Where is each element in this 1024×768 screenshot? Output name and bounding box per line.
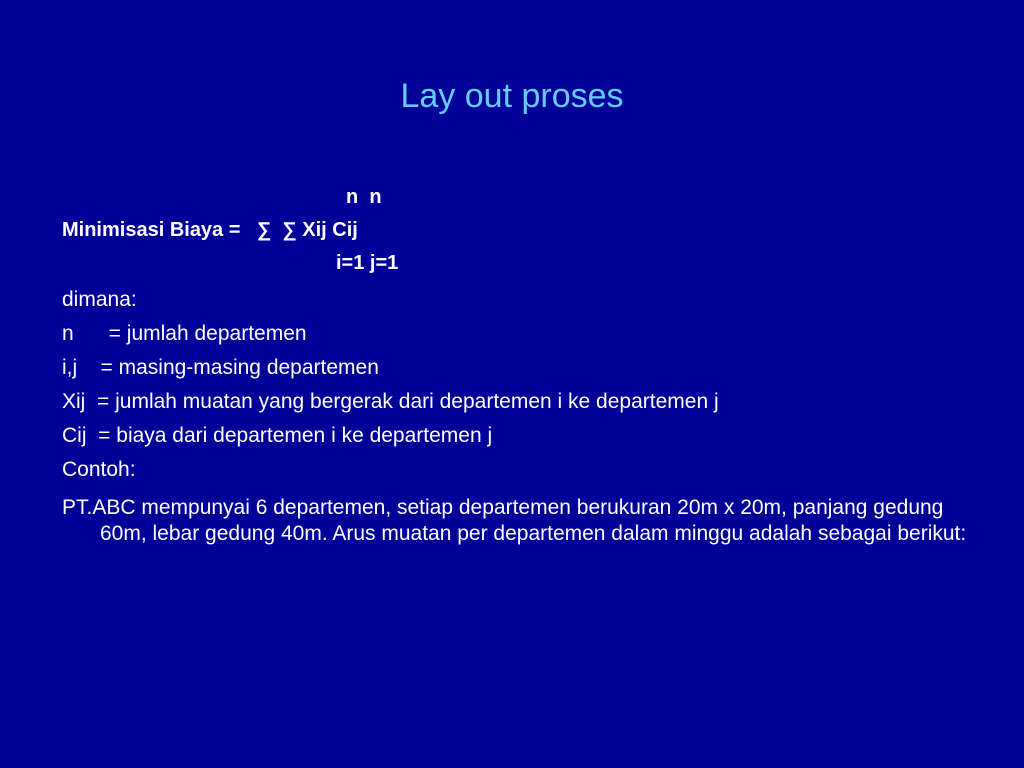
formula-main: Minimisasi Biaya = ∑ ∑ Xij Cij bbox=[62, 219, 358, 241]
text-line-dimana: dimana: bbox=[62, 288, 137, 311]
formula-lower-limits: i=1 j=1 bbox=[336, 252, 399, 274]
formula-upper-limits: n n bbox=[346, 186, 382, 208]
text-line-xij-definition: Xij = jumlah muatan yang bergerak dari departemen i ke departemen j bbox=[62, 390, 719, 413]
text-line-cij-definition: Cij = biaya dari departemen i ke departemen j bbox=[62, 424, 493, 447]
body-text bbox=[62, 283, 972, 547]
example-paragraph: PT.ABC mempunyai 6 departemen, setiap departemen berukuran 20m x 20m, panjang gedung 60m, lebar gedung 40m. Arus muatan per departemen dalam minggu adalah sebagai berikut: bbox=[62, 496, 967, 545]
text-line-contoh: Contoh: bbox=[62, 458, 136, 481]
text-line-n-definition: n = jumlah departemen bbox=[62, 322, 307, 345]
slide-title: Lay out proses bbox=[400, 77, 624, 115]
text-line-ij-definition: i,j = masing-masing departemen bbox=[62, 356, 379, 379]
